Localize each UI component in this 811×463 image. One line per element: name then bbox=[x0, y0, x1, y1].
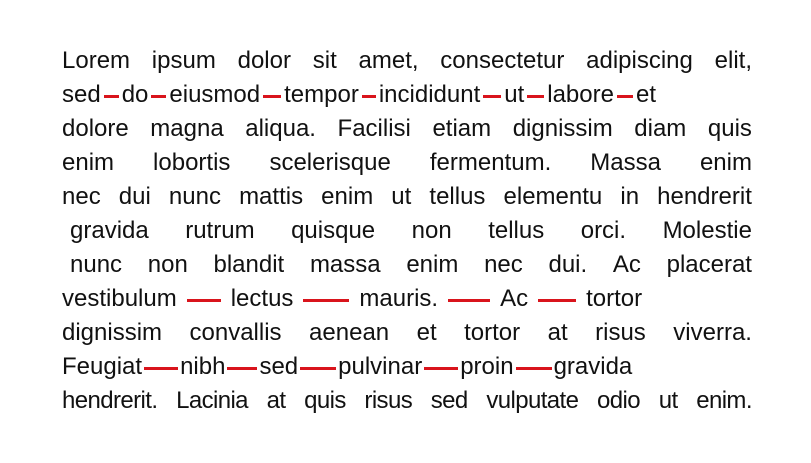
word: tortor bbox=[464, 319, 521, 346]
word: non bbox=[411, 217, 452, 244]
word: mauris. bbox=[359, 285, 439, 312]
word: gravida bbox=[553, 353, 633, 380]
red-dash-connector bbox=[424, 367, 458, 370]
word: lectus bbox=[230, 285, 294, 312]
word: dolor bbox=[237, 47, 291, 74]
word: amet, bbox=[358, 47, 419, 74]
red-dash-connector bbox=[104, 95, 119, 98]
red-dash-connector bbox=[144, 367, 178, 370]
word: aliqua. bbox=[245, 115, 316, 142]
red-dash-connector bbox=[263, 95, 281, 98]
word: tellus bbox=[429, 183, 486, 210]
word: nec bbox=[62, 183, 101, 210]
word: viverra. bbox=[673, 319, 752, 346]
word: Ac bbox=[612, 251, 641, 278]
red-dash-connector bbox=[303, 299, 349, 302]
word: sed bbox=[259, 353, 299, 380]
word: et bbox=[635, 81, 656, 108]
text-line-5 bbox=[62, 180, 752, 214]
word: placerat bbox=[666, 251, 752, 278]
word: diam bbox=[634, 115, 687, 142]
word: nunc bbox=[168, 183, 221, 210]
word: enim. bbox=[696, 387, 752, 414]
word: enim bbox=[321, 183, 374, 210]
text-line-9 bbox=[62, 316, 752, 350]
word: orci. bbox=[580, 217, 627, 244]
word: Feugiat bbox=[62, 353, 143, 380]
word: quis bbox=[707, 115, 752, 142]
word: ut bbox=[504, 81, 525, 108]
word: nibh bbox=[180, 353, 226, 380]
red-dash-connector bbox=[362, 95, 376, 98]
word: vulputate bbox=[486, 387, 579, 414]
word: in bbox=[620, 183, 640, 210]
word: sed bbox=[62, 81, 101, 108]
text-line-2 bbox=[62, 78, 752, 112]
red-dash-connector bbox=[187, 299, 221, 302]
word: do bbox=[121, 81, 149, 108]
text-line-3 bbox=[62, 112, 752, 146]
word: dignissim bbox=[62, 319, 163, 346]
text-line-11 bbox=[62, 384, 752, 418]
word: hendrerit bbox=[657, 183, 752, 210]
text-line-7 bbox=[62, 248, 752, 282]
word: sed bbox=[430, 387, 468, 414]
word: et bbox=[416, 319, 437, 346]
word: dolore bbox=[62, 115, 129, 142]
word: nunc bbox=[70, 251, 123, 278]
text-line-4 bbox=[62, 146, 752, 180]
word: magna bbox=[150, 115, 224, 142]
word: quis bbox=[304, 387, 346, 414]
word: quisque bbox=[291, 217, 376, 244]
word: Lorem bbox=[62, 47, 131, 74]
word: risus bbox=[364, 387, 413, 414]
word: enim bbox=[699, 149, 752, 176]
word: blandit bbox=[213, 251, 285, 278]
red-dash-connector bbox=[516, 367, 552, 370]
word: enim bbox=[62, 149, 115, 176]
red-dash-connector bbox=[527, 95, 544, 98]
word: dui. bbox=[548, 251, 588, 278]
word: pulvinar bbox=[338, 353, 423, 380]
word: proin bbox=[460, 353, 514, 380]
red-dash-connector bbox=[448, 299, 490, 302]
word: ut bbox=[391, 183, 412, 210]
word: non bbox=[147, 251, 188, 278]
red-dash-connector bbox=[617, 95, 633, 98]
word: nec bbox=[484, 251, 523, 278]
word: odio bbox=[597, 387, 641, 414]
word: ipsum bbox=[151, 47, 216, 74]
red-dash-connector bbox=[483, 95, 501, 98]
word: incididunt bbox=[378, 81, 481, 108]
word: hendrerit. bbox=[62, 387, 158, 414]
word: ut bbox=[658, 387, 678, 414]
word: massa bbox=[309, 251, 381, 278]
word: labore bbox=[547, 81, 614, 108]
text-line-8 bbox=[62, 282, 752, 316]
word: sit bbox=[312, 47, 337, 74]
word: tempor bbox=[284, 81, 359, 108]
word: gravida bbox=[70, 217, 149, 244]
word: lobortis bbox=[153, 149, 231, 176]
word: elit, bbox=[714, 47, 752, 74]
red-dash-connector bbox=[227, 367, 257, 370]
word: aenean bbox=[309, 319, 390, 346]
word: risus bbox=[595, 319, 646, 346]
red-dash-connector bbox=[538, 299, 576, 302]
word: Facilisi bbox=[337, 115, 411, 142]
word: Lacinia bbox=[176, 387, 248, 414]
word: dignissim bbox=[512, 115, 613, 142]
word: fermentum. bbox=[429, 149, 552, 176]
word: etiam bbox=[432, 115, 492, 142]
word: at bbox=[547, 319, 568, 346]
text-line-10 bbox=[62, 350, 752, 384]
word: at bbox=[266, 387, 286, 414]
text-line-1 bbox=[62, 44, 752, 78]
word: consectetur bbox=[440, 47, 565, 74]
word: Molestie bbox=[662, 217, 752, 244]
word: eiusmod bbox=[169, 81, 261, 108]
word: enim bbox=[406, 251, 459, 278]
word: elementu bbox=[503, 183, 603, 210]
text-line-6 bbox=[62, 214, 752, 248]
word: adipiscing bbox=[586, 47, 693, 74]
word: mattis bbox=[239, 183, 304, 210]
red-dash-connector bbox=[300, 367, 336, 370]
word: vestibulum bbox=[62, 285, 177, 312]
word: tortor bbox=[586, 285, 643, 312]
red-dash-connector bbox=[151, 95, 166, 98]
word: convallis bbox=[189, 319, 282, 346]
word: Ac bbox=[500, 285, 529, 312]
word: tellus bbox=[488, 217, 545, 244]
word: Massa bbox=[590, 149, 661, 176]
word: scelerisque bbox=[269, 149, 391, 176]
word: rutrum bbox=[185, 217, 255, 244]
word: dui bbox=[118, 183, 151, 210]
paragraph bbox=[62, 44, 752, 418]
